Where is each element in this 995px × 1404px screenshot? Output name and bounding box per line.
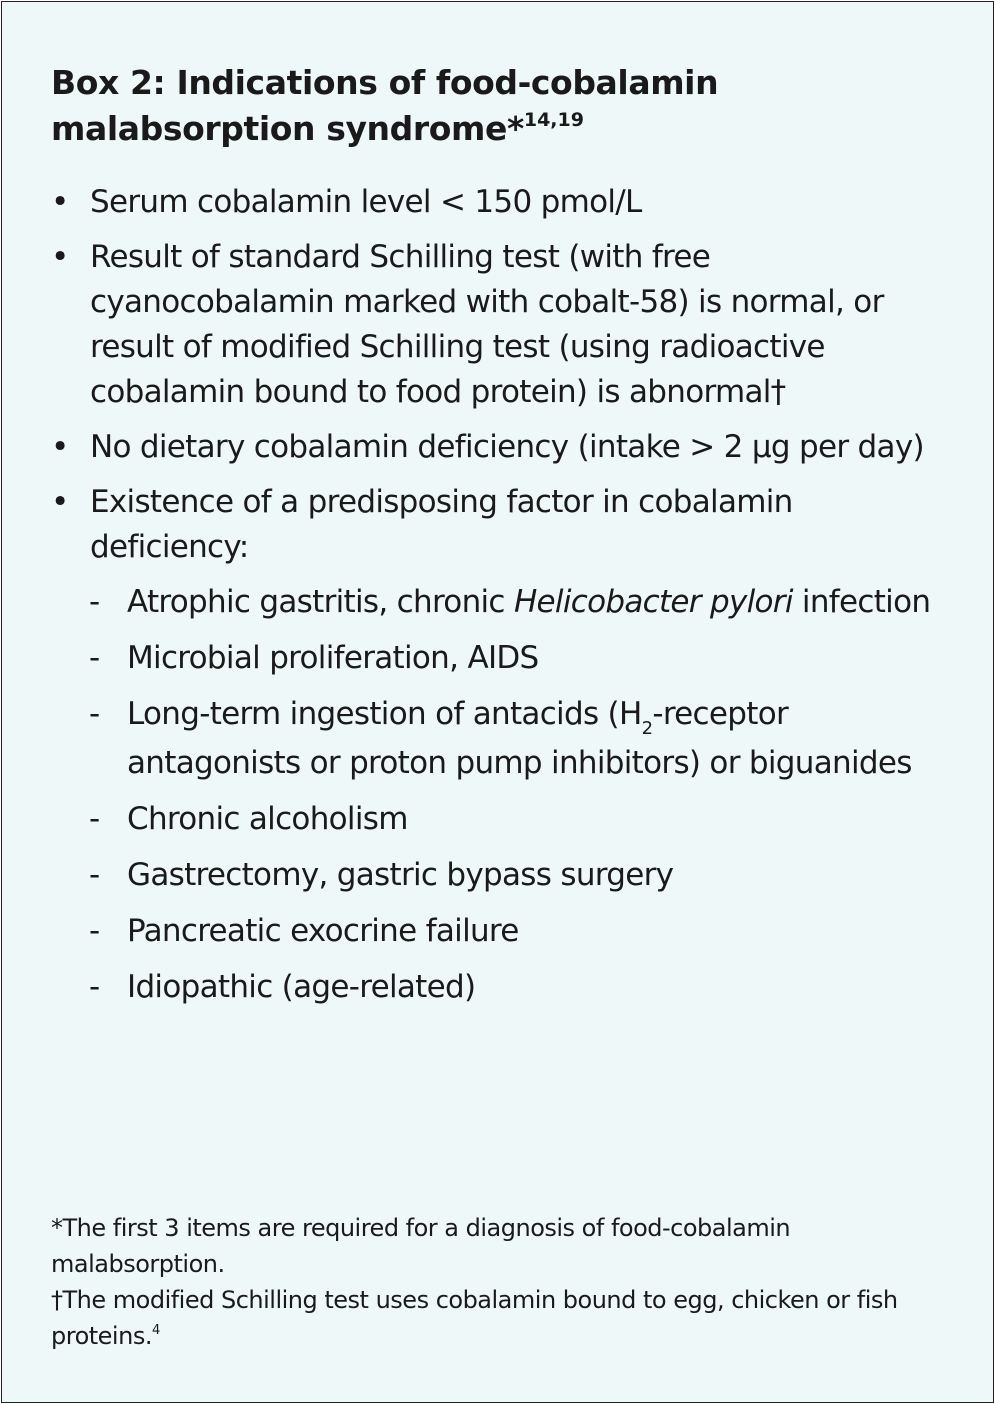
sublist-item-text-suffix: infection (792, 584, 931, 620)
sublist-item (51, 853, 941, 898)
predisposing-factors (51, 580, 941, 1010)
bullet-icon: • (51, 484, 69, 520)
sublist-item-text: Idiopathic (age-related) (127, 969, 476, 1005)
dash-icon: - (89, 857, 100, 893)
dash-icon: - (89, 584, 100, 620)
footnotes (51, 1210, 951, 1359)
box-title-line1: Box 2: Indications of food-cobalamin (51, 63, 719, 102)
sublist-item-text: Gastrectomy, gastric bypass surgery (127, 857, 674, 893)
sublist-item-text: Microbial proliferation, AIDS (127, 640, 539, 676)
sublist-item-text: Chronic alcoholism (127, 801, 408, 837)
predisposing-factors-list (51, 580, 941, 1010)
dash-icon: - (89, 913, 100, 949)
list-item (51, 425, 941, 470)
sublist-item (51, 636, 941, 681)
sublist-item (51, 965, 941, 1010)
sublist-item-text-prefix: Long-term ingestion of antacids (H (127, 696, 642, 732)
sublist-item-text: Pancreatic exocrine failure (127, 913, 519, 949)
bullet-icon: • (51, 429, 69, 465)
box-title (51, 60, 951, 157)
sublist-item-text-suffix: -receptor antagonists or proton pump inhibitors) or biguanides (127, 696, 912, 781)
subscript-text: 2 (641, 718, 653, 739)
list-item (51, 180, 941, 225)
list-item-text: Existence of a predisposing factor in cobalamin deficiency: (90, 484, 793, 565)
box-title-line2: malabsorption syndrome* (51, 109, 524, 148)
list-item-text: Result of standard Schilling test (with free cyanocobalamin marked with cobalt-58) is normal, or result of modified Schilling test (using radioactive cobalamin bound to food protein) is abnormal† (90, 239, 884, 410)
list-item (51, 480, 941, 570)
dash-icon: - (89, 696, 100, 732)
sublist-item-text-prefix: Atrophic gastritis, chronic (127, 584, 514, 620)
footnote-reference: 4 (151, 1323, 160, 1338)
dash-icon: - (89, 969, 100, 1005)
sublist-item (51, 692, 941, 786)
bullet-icon: • (51, 239, 69, 275)
sublist-item (51, 909, 941, 954)
sublist-item (51, 580, 941, 625)
list-item (51, 235, 941, 415)
list-item-text: Serum cobalamin level < 150 pmol/L (90, 184, 642, 220)
bullet-icon: • (51, 184, 69, 220)
footnote-required-items: *The first 3 items are required for a diagnosis of food-cobalamin malabsorption. (51, 1214, 791, 1278)
indications-list (51, 180, 941, 1021)
sublist-item-text-italic: Helicobacter pylori (513, 584, 793, 620)
footnote-modified-schilling (51, 1282, 951, 1359)
list-item-text: No dietary cobalamin deficiency (intake > 2 μg per day) (90, 429, 924, 465)
box-2-panel (1, 1, 994, 1403)
box-title-references: 14,19 (523, 109, 584, 131)
dash-icon: - (89, 640, 100, 676)
dash-icon: - (89, 801, 100, 837)
footnote-modified-schilling-text: †The modified Schilling test uses cobalamin bound to egg, chicken or fish proteins. (51, 1286, 898, 1350)
sublist-item (51, 797, 941, 842)
